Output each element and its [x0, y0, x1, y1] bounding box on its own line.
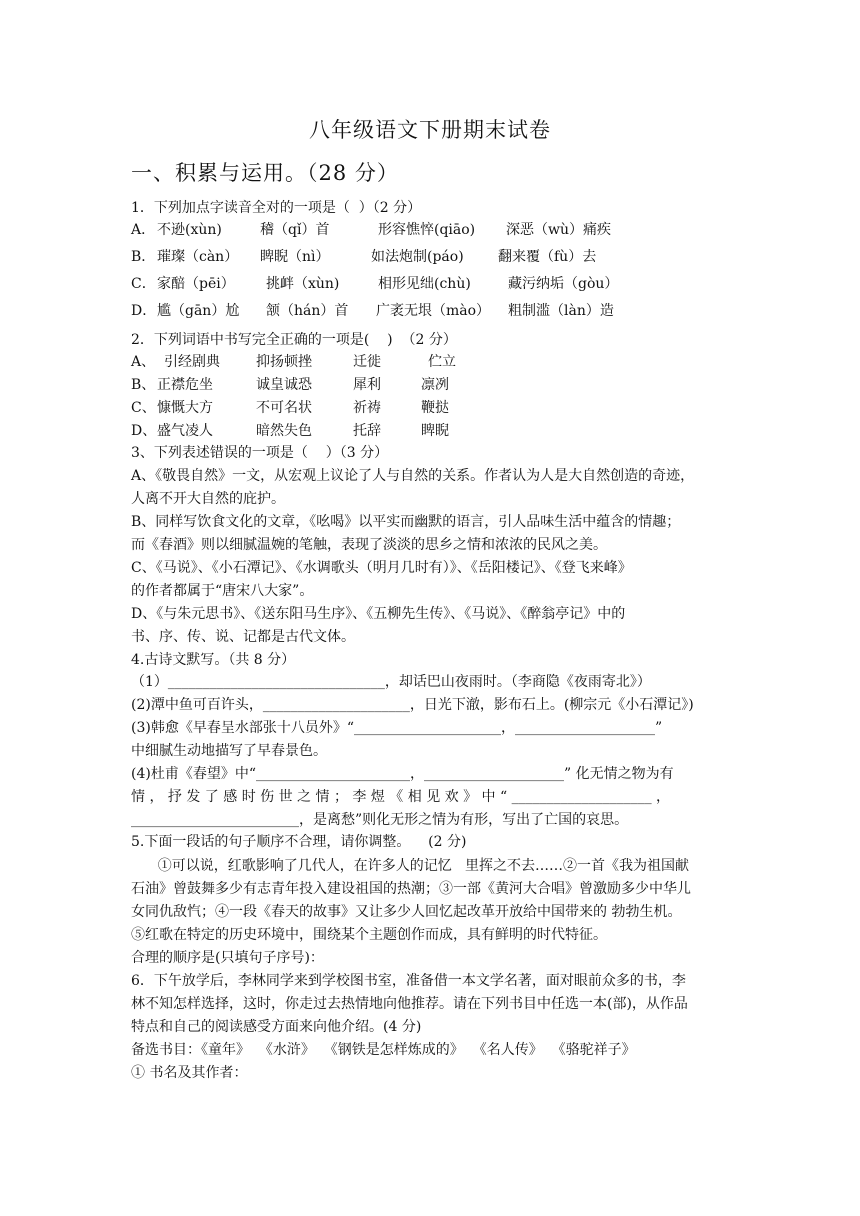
- q4-item-3-cont: 中细腻生动地描写了早春景色。: [131, 743, 327, 759]
- q5-passage-line4: ⑤红歌在特定的历史环境中，围绕某个主题创作而成，具有鲜明的时代特征。: [131, 927, 607, 943]
- q6-book-list: 备选书目：《童年》 《水浒》 《钢铁是怎样炼成的》 《名人传》 《骆驼祥子》: [131, 1042, 636, 1058]
- q2-option-c: C、 慷慨大方 不可名状 祈祷 鞭挞: [131, 400, 449, 416]
- q3-stem: 3、下列表述错误的一项是（ ）（3 分）: [131, 445, 389, 461]
- q5-stem: 5.下面一段话的句子顺序不合理，请你调整。 (2 分): [131, 834, 467, 850]
- q4-stem: 4.古诗文默写。（共 8 分）: [131, 652, 296, 668]
- q3-option-b-line2: 而《春酒》则以细腻温婉的笔触，表现了淡淡的思乡之情和浓浓的民风之美。: [131, 537, 607, 553]
- q5-passage-line3: 女同仇敌忾；④一段《春天的故事》又让多少人回忆起改革开放给中国带来的 勃勃生机。: [131, 904, 682, 920]
- q5-passage-line1: ①可以说，红歌影响了几代人，在许多人的记忆 里挥之不去……②一首《我为祖国献: [131, 858, 690, 874]
- q3-option-a-line1: A、《敬畏自然》一文，从宏观上议论了人与自然的关系。作者认为人是大自然创造的奇迹，: [131, 468, 695, 484]
- q6-line2: 林不知怎样选择，这时，你走过去热情地向他推荐。请在下列书目中任选一本(部)，从作品: [131, 996, 688, 1012]
- q3-option-b-line1: B、同样写饮食文化的文章，《吆喝》以平实而幽默的语言，引人品味生活中蕴含的情趣；: [131, 514, 681, 530]
- q4-item-4: (4)杜甫《春望》中“______________________，____________________” 化无情之物为有: [131, 766, 674, 782]
- q6-sub-question-1: ① 书名及其作者：: [131, 1065, 248, 1081]
- q1-stem: 1．下列加点字读音全对的一项是（ ）（2 分）: [131, 200, 422, 216]
- q2-option-a: A、 引经剧典 抑扬顿挫 迁徙 伫立: [131, 354, 456, 370]
- q4-item-1: （1）_______________________________，却话巴山夜雨时。（李商隐《夜雨寄北》）: [131, 674, 651, 690]
- q2-option-b: B、 正襟危坐 诚皇诚恐 犀利 凛冽: [131, 377, 449, 393]
- q3-option-d-line1: D、《与朱元思书》、《送东阳马生序》、《五柳先生传》、《马说》、《醉翁亭记》中的: [131, 606, 626, 622]
- q1-option-b: B． 璀璨（càn） 睥睨（nì） 如法炮制(páo) 翻来覆（fù）去: [131, 249, 597, 265]
- q5-answer-prompt: 合理的顺序是(只填句子序号)：: [131, 950, 324, 966]
- q5-passage-line2: 石油》曾鼓舞多少有志青年投入建设祖国的热潮；③一部《黄河大合唱》曾激励多少中华儿: [131, 881, 691, 897]
- q1-option-d: D． 尴（gān）尬 颔（hán）首 广袤无垠（mào） 粗制滥（làn）造: [131, 303, 614, 319]
- q1-option-c: C． 家醅（pēi） 挑衅（xùn) 相形见绌(chù) 藏污纳垢（gòu）: [131, 276, 619, 292]
- q4-item-3: (3)韩愈《早春呈水部张十八员外》“_____________________，____________________”: [131, 720, 663, 736]
- q3-option-a-line2: 人离不开大自然的庇护。: [131, 491, 285, 507]
- q4-item-2: (2)潭中鱼可百许头，_____________________，日光下澈，影布石上。(柳宗元《小石潭记》): [131, 697, 694, 713]
- section-heading: 一、积累与运用。（28 分）: [131, 161, 399, 185]
- q6-line1: 6．下午放学后，李林同学来到学校图书室，准备借一本文学名著，面对眼前众多的书，李: [131, 973, 686, 989]
- q3-option-c-line1: C、《马说》、《小石潭记》、《水调歌头（明月几时有）》、《岳阳楼记》、《登飞来峰》: [131, 560, 632, 576]
- q2-stem: 2．下列词语中书写完全正确的一项是( ) （2 分）: [131, 332, 457, 348]
- q1-option-a: A． 不逊(xùn) 稽（qǐ）首 形容憔悴(qiāo) 深恶（wù）痛疾: [131, 222, 611, 238]
- exam-title: 八年级语文下册期末试卷: [309, 118, 551, 142]
- q2-option-d: D、 盛气凌人 暗然失色 托辞 睥睨: [131, 423, 449, 439]
- q3-option-c-line2: 的作者都属于“唐宋八大家”。: [131, 583, 314, 599]
- q4-item-4-cont2: ________________________，是离愁”则化无形之情为有形，写出了亡国的哀思。: [131, 812, 629, 828]
- q6-line3: 特点和自己的阅读感受方面来向他介绍。(4 分): [131, 1019, 422, 1035]
- q4-item-4-cont1: 情 ， 抒 发 了 感 时 伤 世 之 情 ； 李 煜 《 相 见 欢 》 中 “ ____________________ ，: [131, 789, 671, 805]
- q3-option-d-line2: 书、序、传、说、记都是古代文体。: [131, 629, 355, 645]
